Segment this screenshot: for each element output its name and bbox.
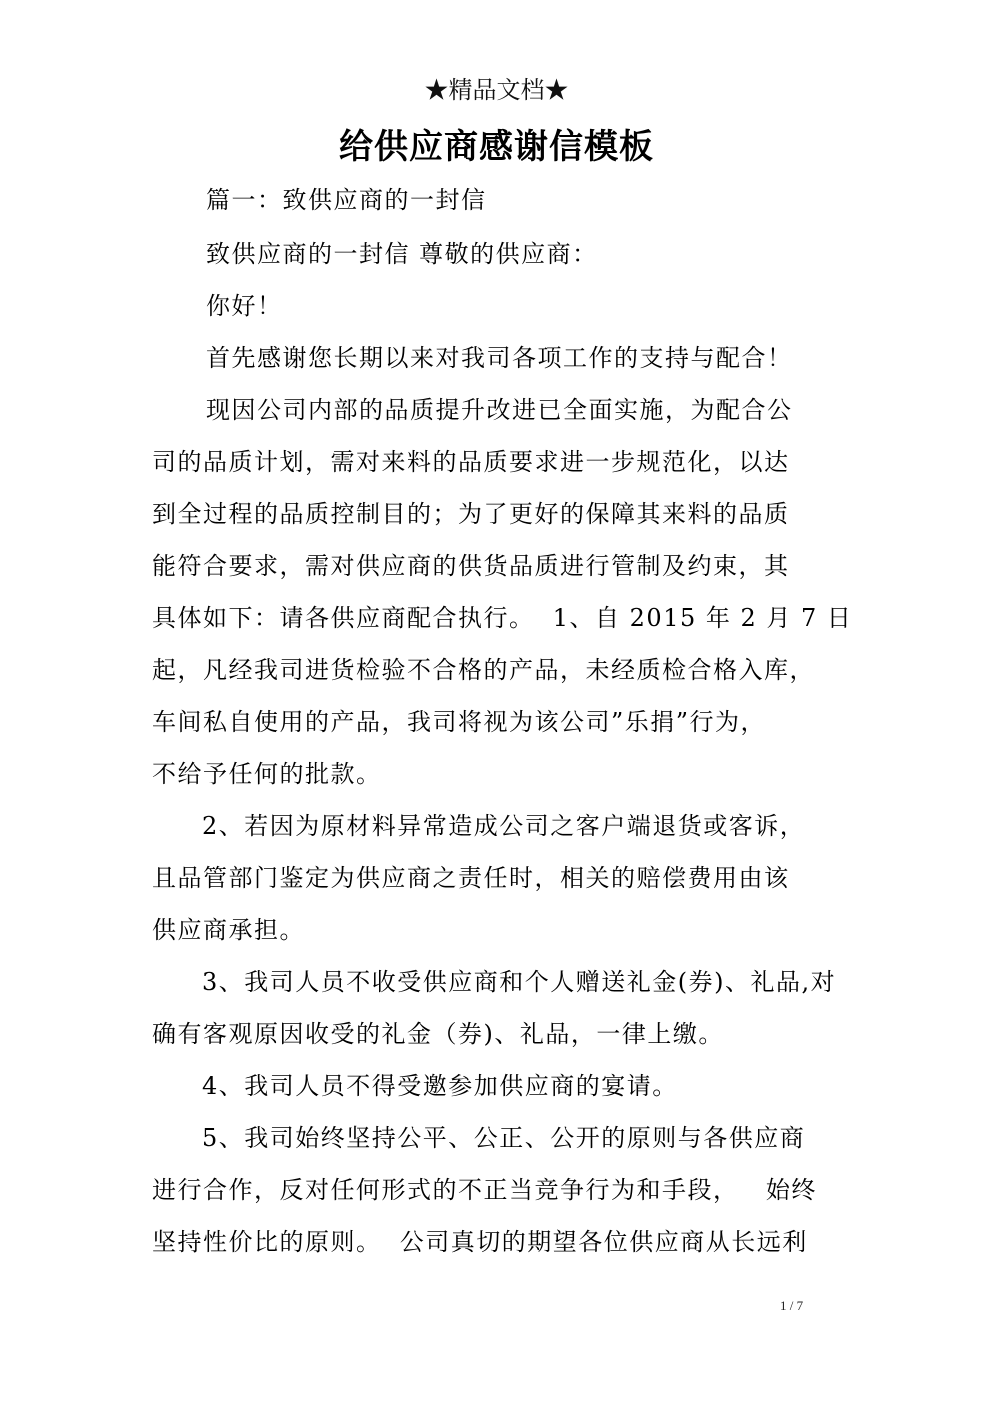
- text-line: 3、我司人员不收受供应商和个人赠送礼金(券)、礼品,对: [202, 968, 837, 996]
- document-header-banner: ★精品文档★: [424, 76, 569, 104]
- text-line: 进行合作，反对任何形式的不正当竞争行为和手段， 始终: [152, 1176, 817, 1204]
- page-number: 1 / 7: [780, 1298, 804, 1313]
- text-line: 4、我司人员不得受邀参加供应商的宴请。: [202, 1072, 678, 1100]
- text-line: 具体如下：请各供应商配合执行。 1、自 2015 年 2 月 7 日: [152, 604, 853, 632]
- text-line: 到全过程的品质控制目的；为了更好的保障其来料的品质: [152, 500, 790, 528]
- text-line: 车间私自使用的产品，我司将视为该公司”乐捐”行为，: [152, 708, 767, 736]
- document-title: 给供应商感谢信模板: [339, 127, 654, 167]
- text-line: 篇一：致供应商的一封信: [206, 186, 487, 214]
- text-line: 供应商承担。: [152, 916, 305, 944]
- text-line: 坚持性价比的原则。 公司真切的期望各位供应商从长远利: [152, 1228, 808, 1256]
- text-line: 能符合要求，需对供应商的供货品质进行管制及约束，其: [152, 552, 790, 580]
- text-line: 首先感谢您长期以来对我司各项工作的支持与配合！: [206, 344, 793, 372]
- text-line: 且品管部门鉴定为供应商之责任时，相关的赔偿费用由该: [152, 864, 790, 892]
- text-line: 不给予任何的批款。: [152, 760, 382, 788]
- text-line: 起，凡经我司进货检验不合格的产品，未经质检合格入库，: [152, 656, 815, 684]
- text-line: 司的品质计划，需对来料的品质要求进一步规范化，以达: [152, 448, 790, 476]
- text-line: 你好！: [206, 292, 283, 320]
- text-line: 致供应商的一封信 尊敬的供应商：: [206, 240, 598, 268]
- text-line: 确有客观原因收受的礼金（券)、礼品，一律上缴。: [152, 1020, 724, 1048]
- text-line: 现因公司内部的品质提升改进已全面实施，为配合公: [206, 396, 793, 424]
- text-line: 5、我司始终坚持公平、公正、公开的原则与各供应商: [202, 1124, 806, 1152]
- text-line: 2、若因为原材料异常造成公司之客户端退货或客诉，: [202, 812, 806, 840]
